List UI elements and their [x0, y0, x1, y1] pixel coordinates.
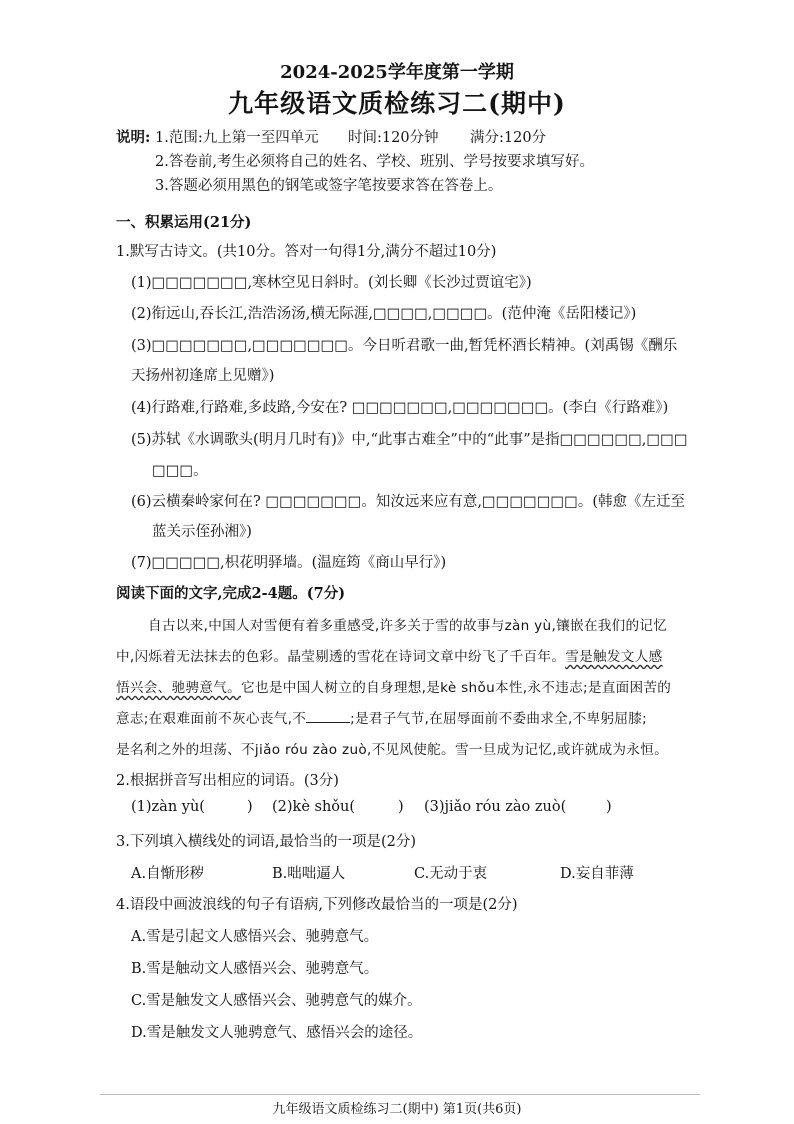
reading-instruction: 阅读下面的文字,完成2-4题。(7分)	[116, 585, 346, 602]
pinyin-2-close: )	[398, 799, 404, 815]
notes-label: 说明:	[116, 129, 151, 146]
notes-score: 满分:120分	[470, 130, 547, 146]
option-b: B.雪是触动文人感悟兴会、驰骋意气。	[131, 961, 379, 977]
notes-time: 时间:120分钟	[348, 130, 439, 146]
question-2-stem: 2.根据拼音写出相应的词语。(3分)	[116, 773, 339, 789]
question-1-item: (6)云横秦岭家何在? □□□□□□□。知汝远来应有意,□□□□□□□。(韩愈《左迁至	[131, 494, 685, 510]
question-1-item: (2)衔远山,吞长江,浩浩汤汤,横无际涯,□□□□,□□□□。(范仲淹《岳阳楼记》)	[131, 306, 637, 322]
option-c: C.雪是触发文人感悟兴会、驰骋意气的媒介。	[131, 993, 422, 1009]
question-1-item: 蓝关示侄孙湘》)	[152, 524, 252, 540]
passage-text: 它也是中国人树立的自身理想,是kè shǒu本性,永不违志;是直面困苦的	[241, 680, 672, 696]
option-a: A.雪是引起文人感悟兴会、驰骋意气。	[131, 929, 379, 945]
pinyin-1-close: )	[247, 799, 253, 815]
passage-text: 中,闪烁着无法抹去的色彩。晶莹剔透的雪花在诗词文章中纷飞了千百年。	[116, 649, 566, 665]
option-c: C.无动于衷	[414, 866, 488, 882]
question-1-item: (3)□□□□□□□,□□□□□□□。今日听君歌一曲,暂凭杯酒长精神。(刘禹锡《酬乐	[131, 338, 678, 354]
question-3-stem: 3.下列填入横线处的词语,最恰当的一项是(2分)	[116, 834, 416, 850]
option-a: A.自惭形秽	[131, 866, 205, 882]
option-d: D.妄自菲薄	[560, 866, 634, 882]
pinyin-1-label: (1)zàn yù(	[131, 799, 205, 815]
page-footer: 九年级语文质检练习二(期中) 第1页(共6页)	[272, 1102, 522, 1117]
question-1-item: (5)苏轼《水调歌头(明月几时有)》中,“此事古难全”中的“此事”是指□□□□□□,□□□	[131, 432, 688, 448]
pinyin-2-label: (2)kè shǒu(	[272, 799, 356, 815]
passage-line: 是名利之外的坦荡、不jiǎo róu zào zuò,不见风使舵。雪一旦成为记忆,或许就成为永恒。	[116, 742, 668, 758]
notes-item-2: 2.答卷前,考生必须将自己的姓名、学校、班别、学号按要求填写好。	[155, 154, 594, 170]
question-1-item: 天扬州初逢席上见赠》)	[131, 368, 275, 384]
question-1-item: (1)□□□□□□□,寒林空见日斜时。(刘长卿《长沙过贾谊宅》)	[131, 275, 532, 291]
question-1-item: (7)□□□□□,枳花明驿墙。(温庭筠《商山早行》)	[131, 555, 447, 571]
section-title: 一、积累运用(21分)	[116, 214, 252, 231]
passage-line	[116, 645, 662, 665]
footer-divider	[100, 1094, 700, 1095]
question-1-item: (4)行路难,行路难,多歧路,今安在? □□□□□□□,□□□□□□□。(李白《行路难》)	[131, 400, 669, 416]
passage-text: 意志;在艰难面前不灰心丧气,不	[116, 711, 307, 727]
passage-text: ;是君子气节,在屈辱面前不委曲求全,不卑躬屈膝;	[350, 711, 648, 727]
option-b: B.咄咄逼人	[272, 866, 346, 882]
question-1-stem: 1.默写古诗文。(共10分。答对一句得1分,满分不超过10分)	[116, 244, 497, 260]
notes-item-3: 3.答题必须用黑色的钢笔或签字笔按要求答在答卷上。	[155, 178, 503, 194]
pinyin-3-close: )	[606, 799, 612, 815]
option-d: D.雪是触发文人驰骋意气、感悟兴会的途径。	[131, 1025, 423, 1041]
passage-line	[116, 707, 647, 727]
exam-term: 2024-2025学年度第一学期	[280, 62, 514, 83]
wavy-sentence: 雪是触发文人感	[565, 649, 663, 665]
passage-line: 自古以来,中国人对雪便有着多重感受,许多关于雪的故事与zàn yù,镶嵌在我们的记忆	[148, 618, 668, 634]
question-4-stem: 4.语段中画波浪线的句子有语病,下列修改最恰当的一项是(2分)	[116, 897, 518, 913]
pinyin-3-label: (3)jiǎo róu zào zuò(	[424, 799, 567, 815]
notes-scope: 1.范围:九上第一至四单元	[155, 130, 319, 146]
exam-title: 九年级语文质检练习二(期中)	[228, 89, 566, 118]
fill-blank	[306, 710, 350, 723]
wavy-sentence: 悟兴会、驰骋意气。	[116, 680, 242, 696]
passage-line	[116, 676, 671, 696]
question-1-item: □□□。	[152, 463, 208, 479]
